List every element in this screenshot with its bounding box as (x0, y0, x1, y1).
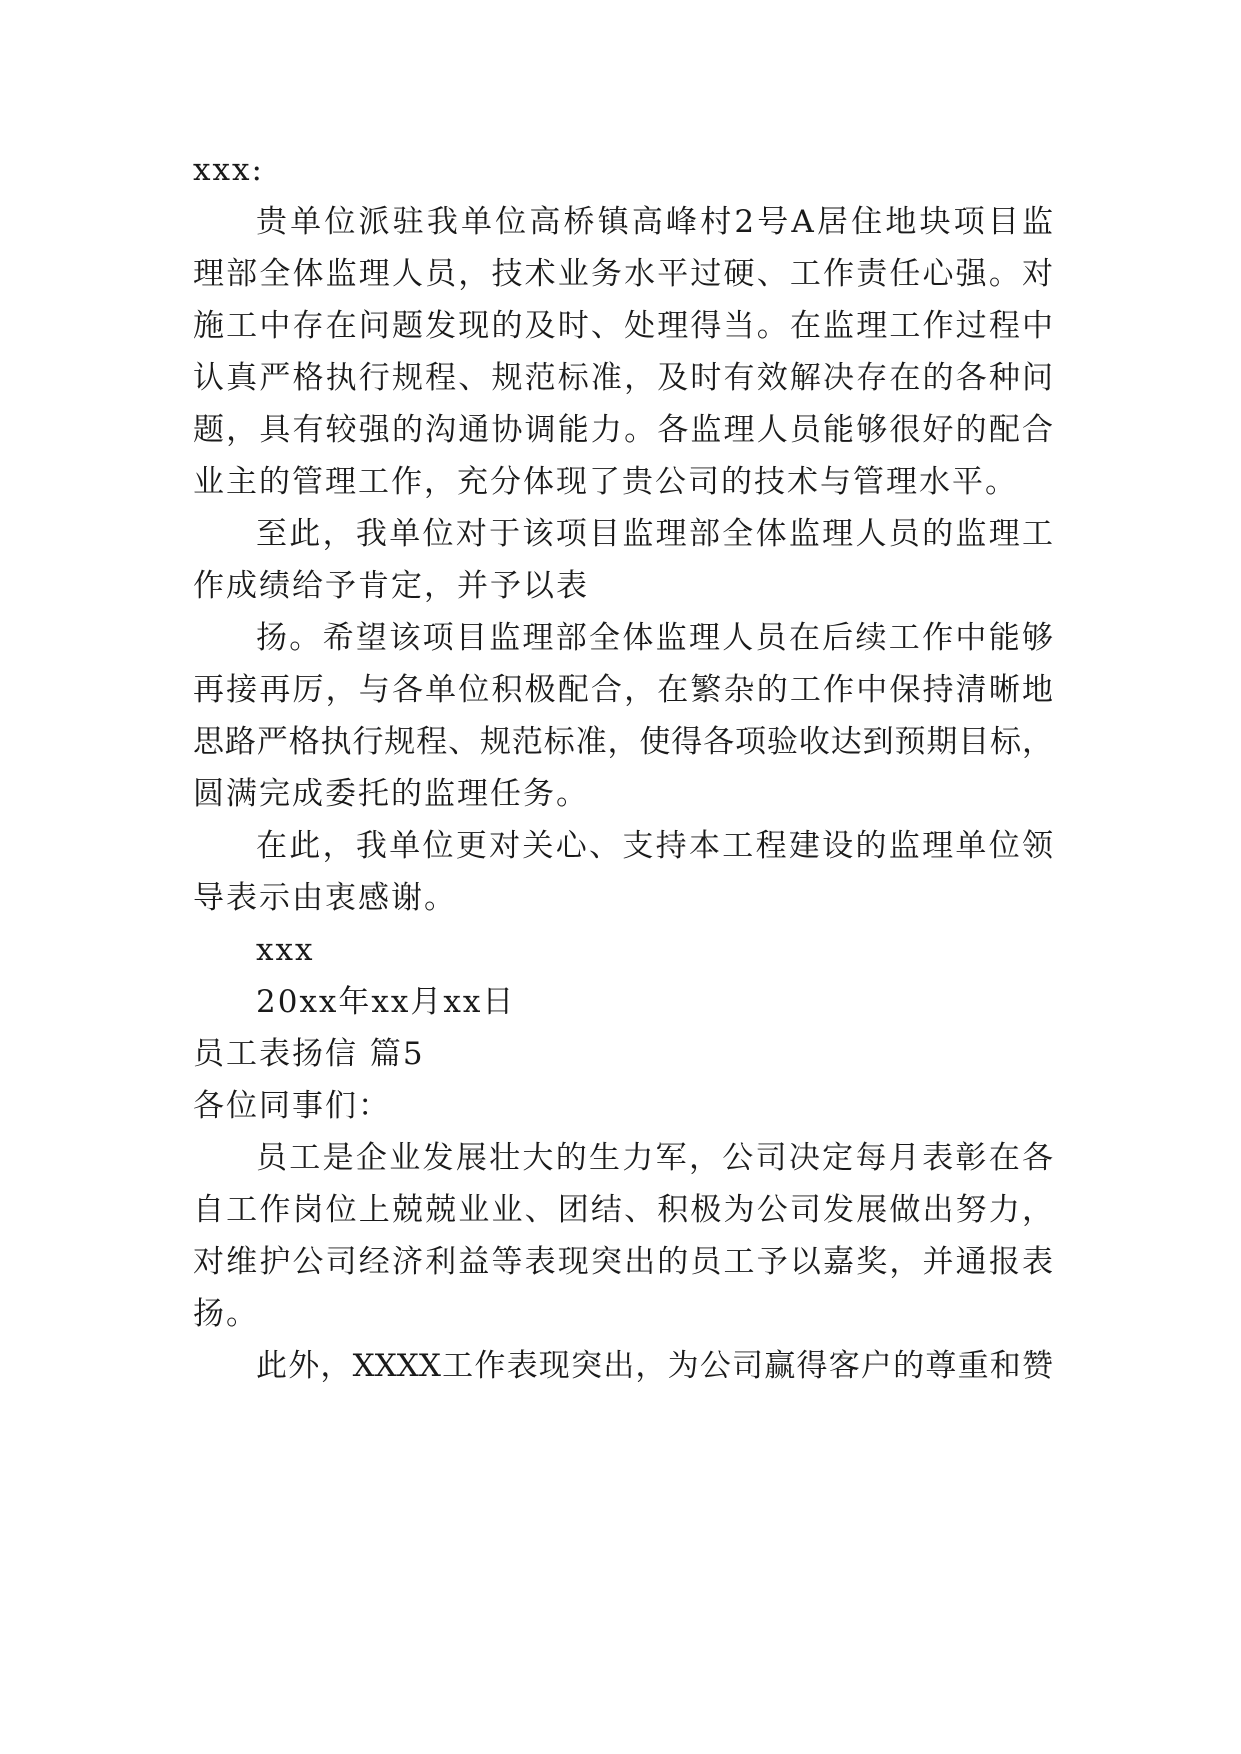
body-paragraph-line: 思路严格执行规程、规范标准，使得各项验收达到预期目标， (193, 724, 1053, 760)
signature: xxx (256, 932, 315, 968)
body-paragraph-line: 认真严格执行规程、规范标准，及时有效解决存在的各种问 (193, 360, 1053, 396)
body-paragraph-line: 题，具有较强的沟通协调能力。各监理人员能够很好的配合 (193, 412, 1053, 448)
section-title: 员工表扬信 篇5 (193, 1036, 425, 1072)
letter-salutation: 各位同事们： (193, 1088, 391, 1124)
body-paragraph-line: 扬。希望该项目监理部全体监理人员在后续工作中能够 (256, 620, 1053, 656)
body-paragraph-line: 业主的管理工作，充分体现了贵公司的技术与管理水平。 (193, 464, 1018, 500)
body-paragraph-line: 再接再厉，与各单位积极配合，在繁杂的工作中保持清晰地 (193, 672, 1053, 708)
body-paragraph-line: 圆满完成委托的监理任务。 (193, 776, 589, 812)
letter-salutation: xxx: (193, 152, 264, 188)
body-paragraph-line: 对维护公司经济利益等表现突出的员工予以嘉奖，并通报表 (193, 1244, 1053, 1280)
body-paragraph-line: 导表示由衷感谢。 (193, 880, 457, 916)
letter-date: 20xx年xx月xx日 (256, 984, 516, 1020)
body-paragraph-line: 作成绩给予肯定，并予以表 (193, 568, 589, 604)
body-paragraph-line: 扬。 (193, 1296, 259, 1332)
body-paragraph-line: 此外，XXXX工作表现突出，为公司赢得客户的尊重和赞 (256, 1348, 1053, 1384)
body-paragraph-line: 贵单位派驻我单位高桥镇高峰村2号A居住地块项目监 (256, 204, 1053, 240)
body-paragraph-line: 员工是企业发展壮大的生力军，公司决定每月表彰在各 (256, 1140, 1053, 1176)
body-paragraph-line: 理部全体监理人员，技术业务水平过硬、工作责任心强。对 (193, 256, 1053, 292)
body-paragraph-line: 在此，我单位更对关心、支持本工程建设的监理单位领 (256, 828, 1053, 864)
body-paragraph-line: 至此，我单位对于该项目监理部全体监理人员的监理工 (256, 516, 1053, 552)
body-paragraph-line: 自工作岗位上兢兢业业、团结、积极为公司发展做出努力， (193, 1192, 1053, 1228)
body-paragraph-line: 施工中存在问题发现的及时、处理得当。在监理工作过程中 (193, 308, 1053, 344)
